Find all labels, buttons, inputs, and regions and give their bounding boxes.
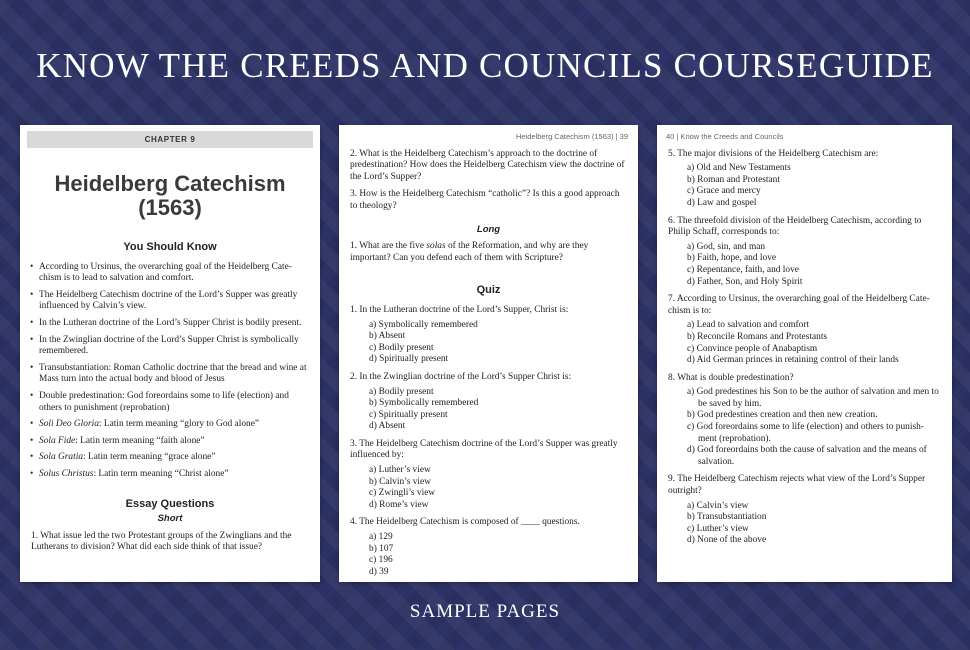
banner-title: KNOW THE CREEDS AND COUNCILS COURSEGUIDE <box>36 46 934 85</box>
you-should-know-list <box>20 262 320 481</box>
answer-option: c) Zwingli’s view <box>369 488 436 499</box>
answer-option: c) Repentance, faith, and love <box>687 264 799 275</box>
answer-option: a) Bodily present <box>369 386 434 397</box>
answer-option: b) Calvin’s view <box>369 476 431 487</box>
essay-question: 2. What is the Heidelberg Catechism’s approach to the doctrine of predestination? How does the Heidelberg Catechism view the doctrine of the Lord’s Supper? <box>350 148 625 182</box>
answer-option: d) None of the above <box>687 535 767 546</box>
quiz-question: 3. The Heidelberg Catechism doctrine of the Lord’s Supper was greatly influenced by: <box>350 438 618 461</box>
answer-options <box>339 320 638 366</box>
answer-option: c) Bodily present <box>369 342 434 353</box>
answer-option: b) Faith, hope, and love <box>687 253 777 264</box>
quiz-question: 9. The Heidelberg Catechism rejects what view of the Lord’s Supper outright? <box>668 474 926 497</box>
answer-option: b) 107 <box>369 543 394 554</box>
answer-option: d) Absent <box>369 421 406 432</box>
answer-option: c) Convince people of Anabaptism <box>687 343 818 354</box>
list-item <box>30 419 312 431</box>
sample-pages-label: SAMPLE PAGES <box>409 601 561 622</box>
answer-options <box>339 465 638 511</box>
answer-option: b) Reconcile Romans and Protestants <box>687 331 828 342</box>
answer-option: d) God foreordains both the cause of salvation and the means of salvation. <box>687 445 927 467</box>
quiz-question: 5. The major divisions of the Heidelberg Catechism are: <box>668 148 879 159</box>
chapter-label: CHAPTER 9 <box>27 131 313 148</box>
answer-option: b) Symbolically remembered <box>369 398 479 409</box>
answer-option: a) Old and New Testaments <box>687 163 791 174</box>
sample-page-40 <box>657 125 952 582</box>
sample-page-chapter-9 <box>20 125 320 582</box>
answer-options <box>657 242 952 288</box>
running-header: 40 | Know the Creeds and Councils <box>666 132 784 141</box>
item-text: In the Lutheran doctrine of the Lord’s Supper Christ is bodily present. <box>39 317 302 328</box>
item-text: : Latin term meaning “grace alone” <box>83 452 216 463</box>
quiz-question: 7. According to Ursinus, the overarching goal of the Heidelberg Cate-chism is to: <box>668 294 930 316</box>
answer-option: d) 39 <box>369 566 389 577</box>
answer-option: c) Luther’s view <box>687 523 749 534</box>
answer-option: a) Luther’s view <box>369 465 431 476</box>
essay-question: 3. How is the Heidelberg Catechism “catholic”? Is this a good approach to theology? <box>350 189 620 211</box>
chapter-title <box>20 172 320 220</box>
answer-option: a) God predestines his Son to be the author of salvation and men to be saved by him. <box>687 387 939 409</box>
long-heading: Long <box>476 223 501 235</box>
sample-page-39 <box>339 125 638 582</box>
chapter-title-line1: Heidelberg Catechism <box>54 171 286 196</box>
item-text: According to Ursinus, the overarching goal of the Heidelberg Cate-chism is to lead to salvation and comfort. <box>39 261 292 284</box>
list-item <box>30 363 312 386</box>
answer-option: c) Grace and mercy <box>687 186 761 197</box>
list-item <box>30 318 312 330</box>
answer-options <box>657 387 952 468</box>
item-text: The Heidelberg Catechism doctrine of the Lord’s Supper was greatly influenced by Calvin’s view. <box>39 289 298 312</box>
essay-questions-heading: Essay Questions <box>125 497 215 510</box>
quiz-question: 1. In the Lutheran doctrine of the Lord’s Supper, Christ is: <box>350 304 569 315</box>
answer-option: c) 196 <box>369 555 393 566</box>
answer-option: d) Law and gospel <box>687 197 757 208</box>
term: Soli Deo Gloria <box>39 419 99 430</box>
question-text-start: 1. What are the five <box>350 241 427 252</box>
item-text: : Latin term meaning “faith alone” <box>75 435 205 446</box>
answer-option: b) God predestines creation and then new creation. <box>687 410 878 421</box>
answer-option: a) 129 <box>369 532 393 543</box>
answer-options <box>339 387 638 433</box>
item-text: : Latin term meaning “Christ alone” <box>93 468 229 479</box>
list-item <box>30 262 312 285</box>
list-item <box>30 452 312 464</box>
quiz-question: 2. In the Zwinglian doctrine of the Lord’s Supper Christ is: <box>350 371 572 382</box>
answer-option: d) Rome’s view <box>369 499 429 510</box>
answer-option: d) Spiritually present <box>369 354 449 365</box>
answer-option: d) Aid German princes in retaining control of their lands <box>687 355 899 366</box>
list-item <box>30 335 312 358</box>
question-text-end: of the Reformation, and why are they important? Can you defend each of them with Scripture? <box>350 241 589 263</box>
item-text: : Latin term meaning “glory to God alone” <box>98 419 260 430</box>
term: Sola Fide <box>39 435 76 446</box>
answer-option: b) Roman and Protestant <box>687 174 780 185</box>
term: Sola Gratia <box>39 452 84 463</box>
item-text: Transubstantiation: Roman Catholic doctrine that the bread and wine at Mass turn into the actual body and blood of Jesus <box>39 362 307 385</box>
list-item <box>30 436 312 448</box>
short-heading: Short <box>157 513 183 525</box>
answer-option: a) Symbolically remembered <box>369 319 478 330</box>
answer-option: d) Father, Son, and Holy Spirit <box>687 276 803 287</box>
answer-options <box>657 501 952 547</box>
term: Solus Christus <box>39 468 94 479</box>
answer-options <box>657 320 952 366</box>
quiz-heading: Quiz <box>476 284 501 297</box>
answer-option: a) Lead to salvation and comfort <box>687 320 810 331</box>
answer-option: c) Spiritually present <box>369 409 448 420</box>
list-item <box>30 290 312 313</box>
item-text: Double predestination: God foreordains some to life (election) and others to punishment (reprobation) <box>39 390 289 413</box>
quiz-question: 8. What is double predestination? <box>668 372 794 383</box>
you-should-know-heading: You Should Know <box>123 241 217 253</box>
chapter-title-line2: (1563) <box>138 195 202 220</box>
running-header: Heidelberg Catechism (1563) | 39 <box>515 132 628 141</box>
list-item <box>30 469 312 481</box>
answer-option: a) God, sin, and man <box>687 241 766 252</box>
essay-question <box>350 241 628 264</box>
answer-options <box>339 532 638 578</box>
question-term: solas <box>426 241 446 252</box>
quiz-question: 6. The threefold division of the Heidelberg Catechism, according to Philip Schaff, corresponds to: <box>668 215 922 238</box>
answer-options <box>657 163 952 209</box>
answer-option: b) Transubstantiation <box>687 512 767 523</box>
answer-option: c) God foreordains some to life (election) and others to punish-ment (reprobation). <box>687 422 924 444</box>
item-text: In the Zwinglian doctrine of the Lord’s Supper Christ is symbolically remembered. <box>39 334 299 357</box>
list-item <box>30 391 312 414</box>
answer-option: a) Calvin’s view <box>687 500 749 511</box>
essay-question: 1. What issue led the two Protestant groups of the Zwinglians and the Lutherans to division? What did each side think of that issue? <box>31 530 292 553</box>
quiz-question: 4. The Heidelberg Catechism is composed of ____ questions. <box>350 517 580 528</box>
answer-option: b) Absent <box>369 331 406 342</box>
